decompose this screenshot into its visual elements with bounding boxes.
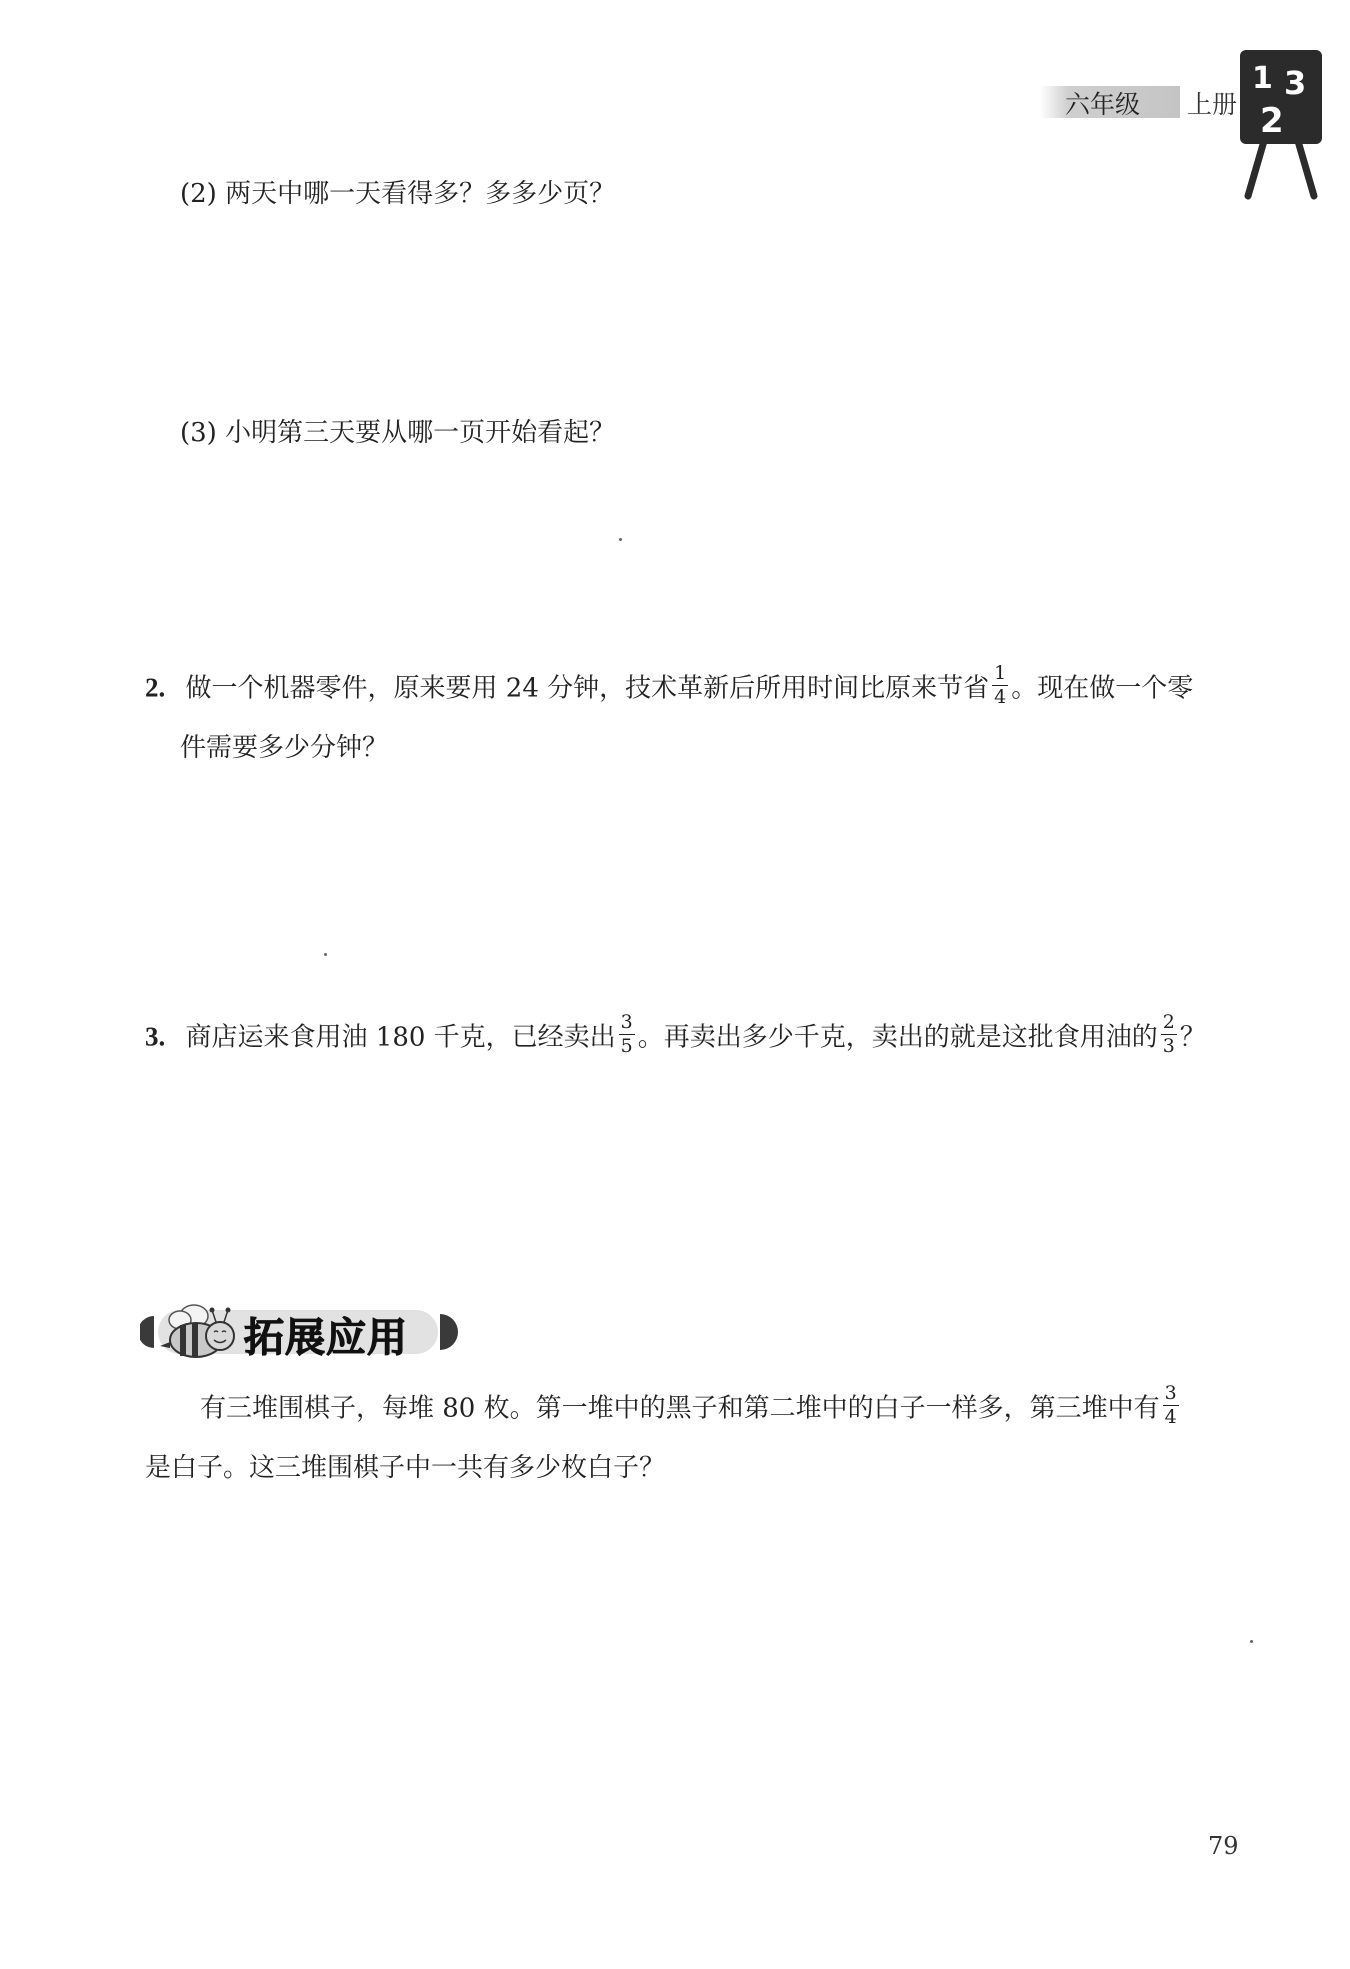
board-digit: 2 <box>1260 101 1284 141</box>
fraction <box>619 1013 635 1056</box>
grade-label: 六年级 <box>1065 90 1141 119</box>
fraction-numerator: 3 <box>1164 1382 1177 1404</box>
fraction-denominator: 3 <box>1162 1035 1175 1057</box>
question-text: 。再卖出多少千克，卖出的就是这批食用油的 <box>637 1022 1158 1053</box>
section-title: 拓展应用 <box>244 1315 408 1361</box>
question-number: 2. <box>145 672 166 703</box>
question-text: ？ <box>1179 1022 1206 1053</box>
page-number: 79 <box>1208 1832 1239 1860</box>
board-digit: 1 <box>1252 61 1273 96</box>
question-number: 3. <box>145 1021 166 1052</box>
chalkboard-icon <box>1236 46 1326 204</box>
bee-icon <box>150 1300 242 1364</box>
fraction-numerator: 1 <box>994 662 1007 684</box>
fraction <box>992 664 1008 707</box>
question-text: 商店运来食用油 180 千克，已经卖出 <box>185 1022 616 1053</box>
question-text: 。现在做一个零 <box>1011 673 1194 704</box>
fraction-denominator: 4 <box>1164 1406 1177 1428</box>
question-1-part-2: (2) 两天中哪一天看得多？多多少页？ <box>180 179 616 209</box>
book-volume-label: 上册 <box>1187 90 1238 119</box>
question-2-line-2: 件需要多少分钟？ <box>180 733 389 763</box>
fraction-denominator: 4 <box>994 686 1007 708</box>
extension-line-2: 是白子。这三堆围棋子中一共有多少枚白子？ <box>145 1453 666 1483</box>
extension-text: 有三堆围棋子，每堆 80 枚。第一堆中的黑子和第二堆中的白子一样多，第三堆中有 <box>200 1393 1160 1424</box>
question-2 <box>145 662 1194 711</box>
fraction-numerator: 2 <box>1162 1011 1175 1033</box>
extension-line-1 <box>200 1382 1182 1431</box>
scan-speck <box>619 538 622 541</box>
fraction <box>1163 1384 1179 1427</box>
scan-speck <box>324 953 327 956</box>
question-text: 做一个机器零件，原来要用 24 分钟，技术革新后所用时间比原来节省 <box>185 673 990 704</box>
fraction-numerator: 3 <box>620 1011 633 1033</box>
question-3 <box>145 1011 1206 1060</box>
question-1-part-3: (3) 小明第三天要从哪一页开始看起？ <box>180 418 616 448</box>
scan-speck <box>1250 1640 1253 1643</box>
board-digit: 3 <box>1284 64 1307 102</box>
fraction-denominator: 5 <box>620 1035 633 1057</box>
fraction <box>1161 1013 1177 1056</box>
